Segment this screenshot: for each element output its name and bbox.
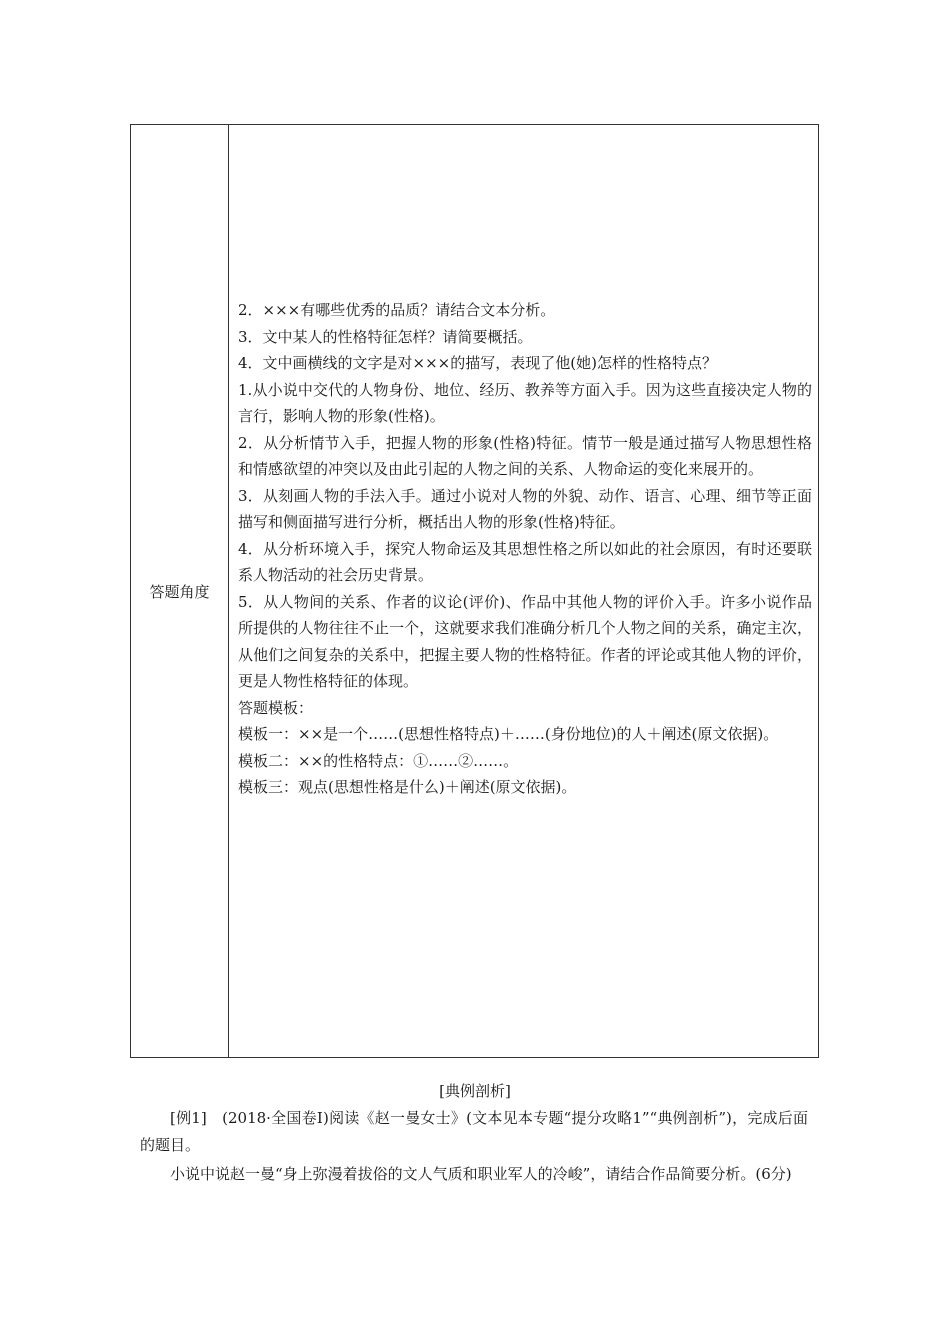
example-paragraph: [例1] (2018·全国卷Ⅰ)阅读《赵一曼女士》(文本见本专题“提分攻略1”“典例剖析”)，完成后面的题目。 [140, 1109, 808, 1154]
section-heading: [典例剖析] [439, 1082, 511, 1100]
question-type-4: 4．文中画横线的文字是对×××的描写，表现了他(她)怎样的性格特点？ [238, 354, 717, 372]
row-label-cell [131, 125, 229, 1057]
answer-angle-table [130, 124, 819, 1058]
question-paragraph: 小说中说赵一曼“身上弥漫着拔俗的文人气质和职业军人的冷峻”，请结合作品简要分析。(6分) [170, 1165, 792, 1183]
angle-3: 3．从刻画人物的手法入手。通过小说对人物的外貌、动作、语言、心理、细节等正面描写和侧面描写进行分析，概括出人物的形象(性格)特征。 [238, 486, 812, 531]
template-2: 模板二：××的性格特点：①……②……。 [238, 751, 519, 770]
template-heading: 答题模板： [238, 698, 314, 717]
content-text [238, 297, 812, 801]
angle-5: 5．从人物间的关系、作者的议论(评价)、作品中其他人物的评价入手。许多小说作品所提供的人物往往不止一个，这就要求我们准确分析几个人物之间的关系，确定主次，从他们之间复杂的关系中，把握主要人物的性格特征。作者的评论或其他人物的评价，更是人物性格特征的体现。 [238, 592, 812, 690]
row-label: 答题角度 [149, 582, 210, 601]
question-type-3: 3．文中某人的性格特征怎样？请简要概括。 [238, 327, 533, 346]
template-1: 模板一：××是一个……(思想性格特点)＋……(身份地位)的人＋阐述(原文依据)。 [238, 725, 779, 743]
angle-2: 2．从分析情节入手，把握人物的形象(性格)特征。情节一般是通过描写人物思想性格和情感欲望的冲突以及由此引起的人物之间的关系、人物命运的变化来展开的。 [238, 433, 812, 478]
content-cell [229, 125, 818, 1057]
question-type-2: 2．×××有哪些优秀的品质？请结合文本分析。 [238, 301, 556, 319]
template-3: 模板三：观点(思想性格是什么)＋阐述(原文依据)。 [238, 778, 577, 796]
angle-1: 1.从小说中交代的人物身份、地位、经历、教养等方面入手。因为这些直接决定人物的言行，影响人物的形象(性格)。 [238, 380, 812, 425]
angle-4: 4．从分析环境入手，探究人物命运及其思想性格之所以如此的社会原因，有时还要联系人物活动的社会历史背景。 [238, 539, 812, 584]
